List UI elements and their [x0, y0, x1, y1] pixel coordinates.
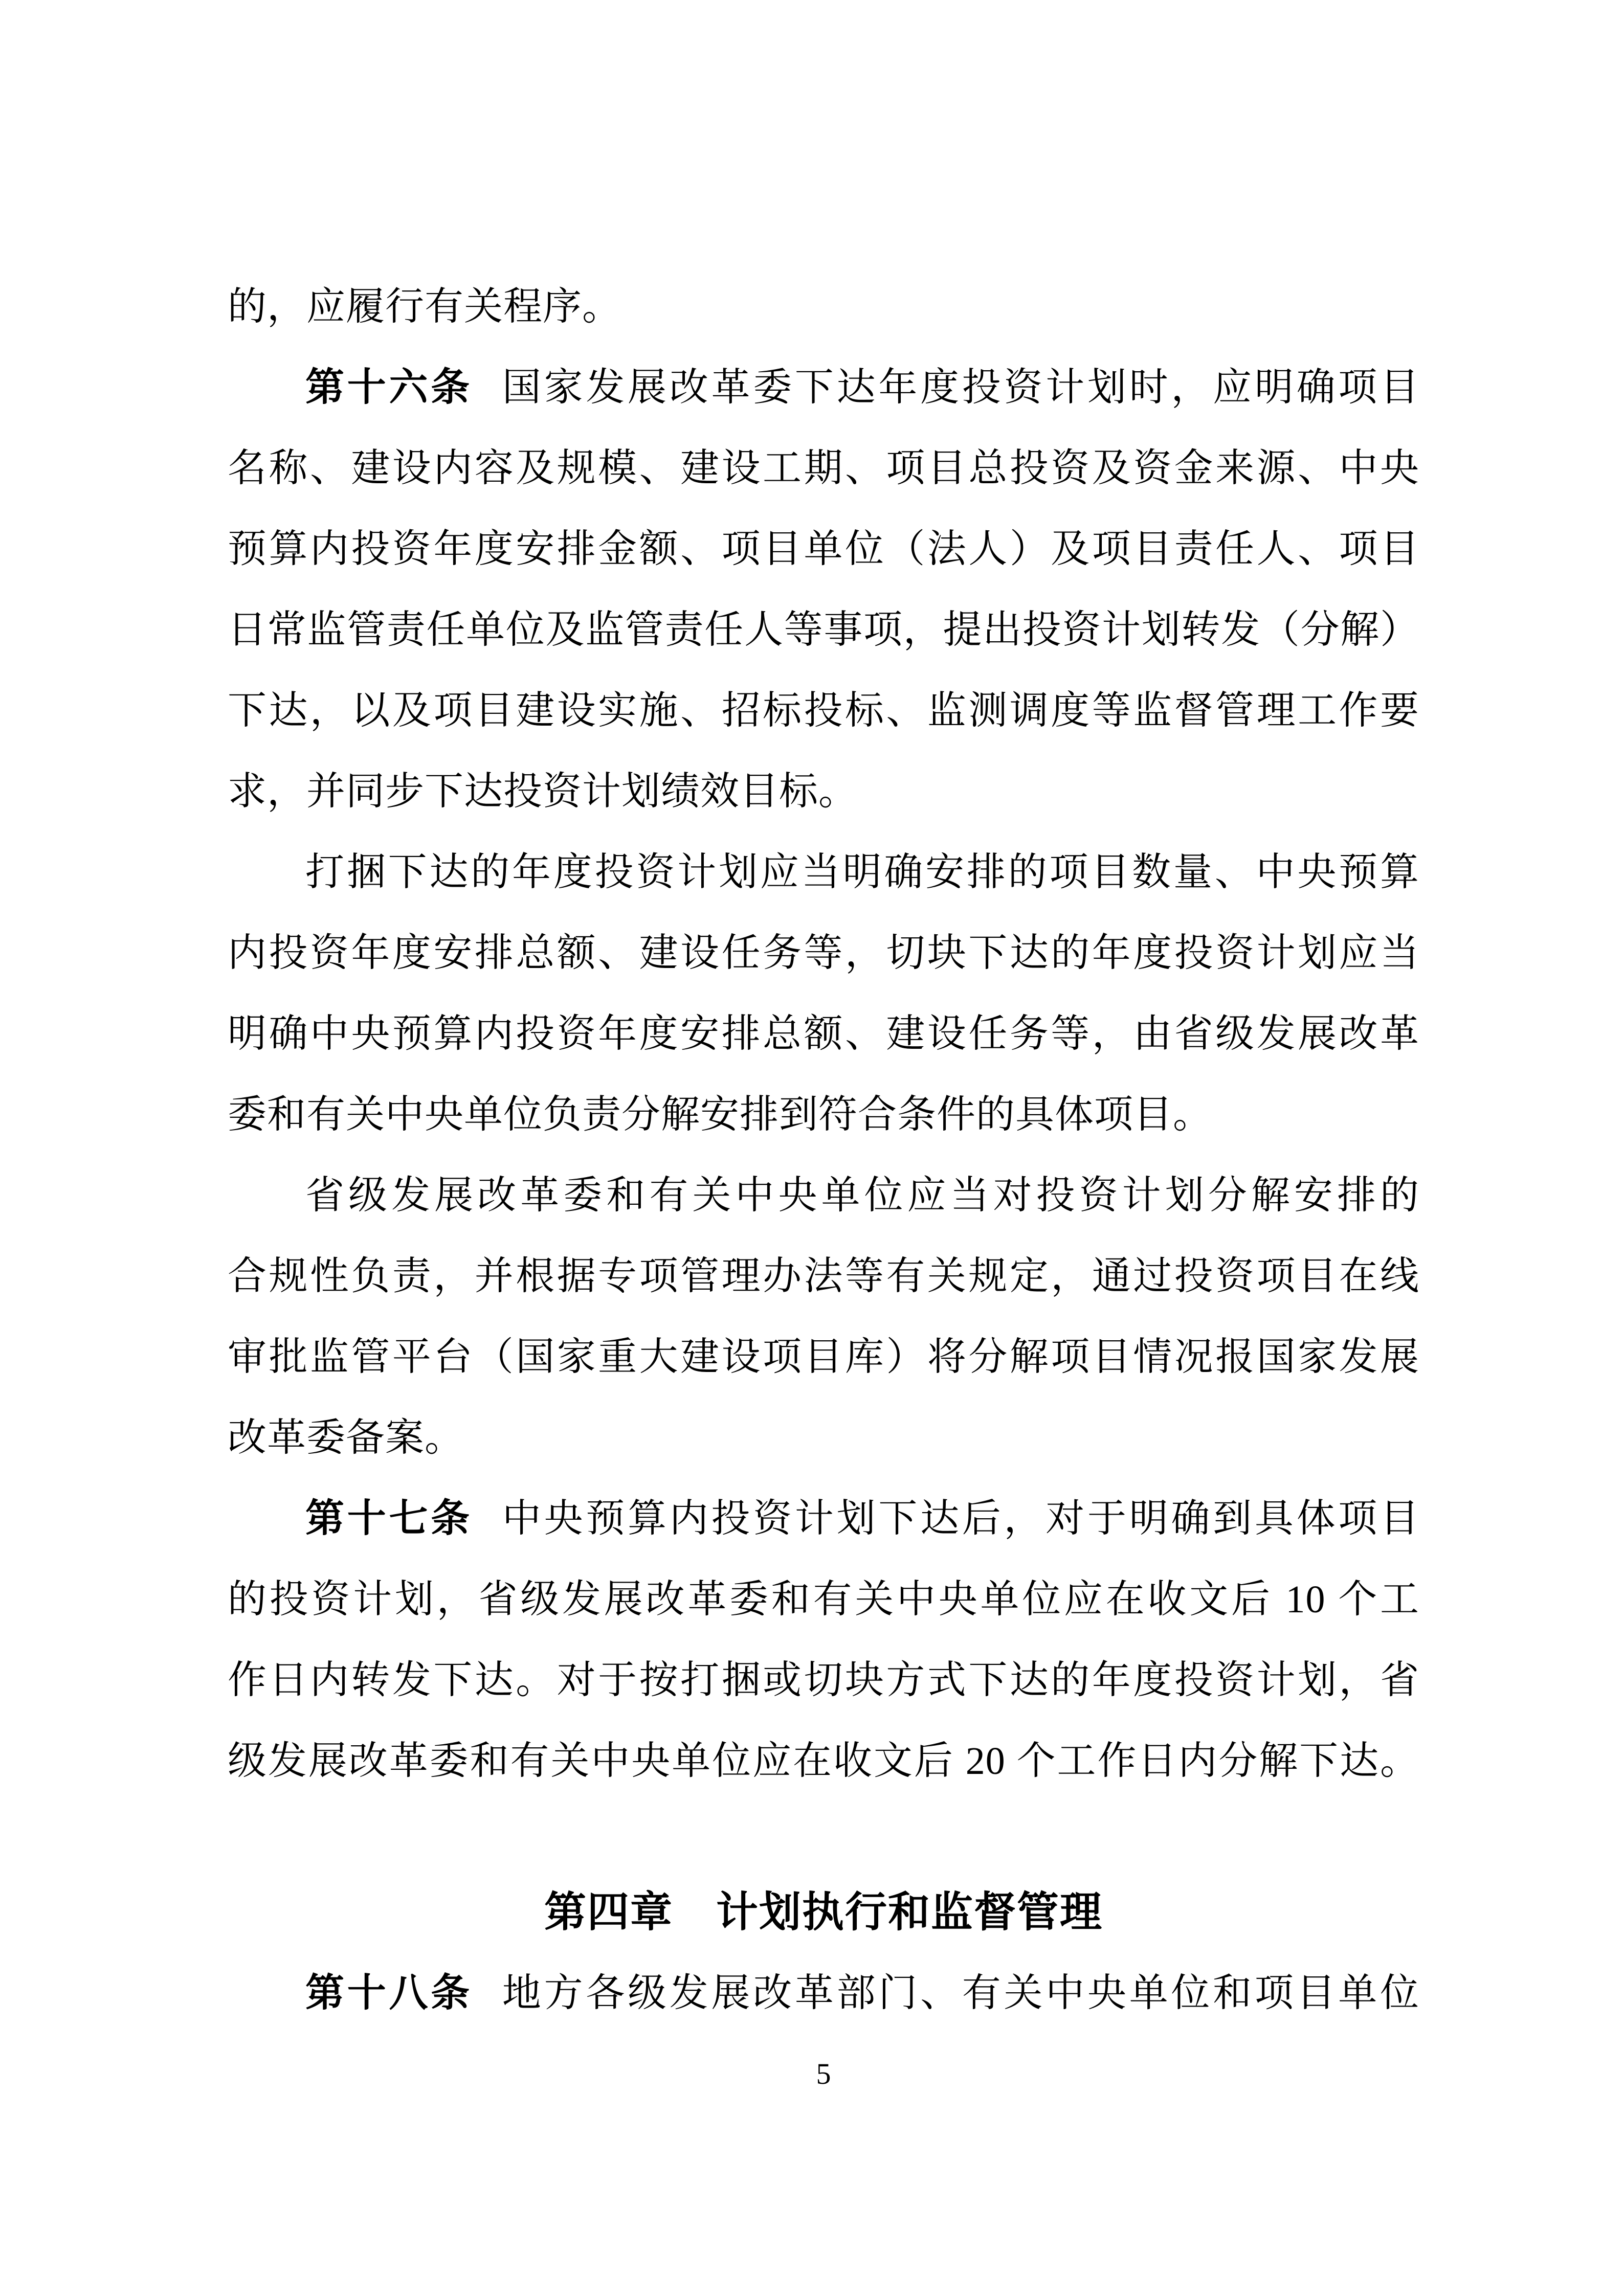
document-body — [228, 266, 1419, 2114]
line-text: 内投资年度安排总额、建设任务等，切块下达的年度投资计划应当 — [228, 932, 1419, 975]
line-text: 名称、建设内容及规模、建设工期、项目总投资及资金来源、中央 — [228, 447, 1419, 490]
chapter-heading: 第四章 计划执行和监督管理 — [544, 1889, 1103, 1935]
body-line — [228, 509, 1419, 590]
body-line — [228, 590, 1419, 670]
line-text: 求，并同步下达投资计划绩效目标。 — [228, 770, 858, 813]
line-text: 作日内转发下达。对于按打捆或切块方式下达的年度投资计划，省 — [228, 1659, 1419, 1702]
line-text: 合规性负责，并根据专项管理办法等有关规定，通过投资项目在线 — [228, 1255, 1419, 1298]
body-line — [228, 913, 1419, 994]
body-line — [228, 1721, 1419, 1802]
body-line — [228, 994, 1419, 1074]
article-number: 第十八条 — [305, 1971, 473, 2015]
body-line — [228, 1155, 1419, 1236]
body-line — [228, 1559, 1419, 1640]
line-text: 明确中央预算内投资年度安排总额、建设任务等，由省级发展改革 — [228, 1012, 1419, 1055]
body-line — [228, 1074, 1419, 1155]
line-text: 省级发展改革委和有关中央单位应当对投资计划分解安排的 — [305, 1174, 1419, 1217]
line-text: 下达，以及项目建设实施、招标投标、监测调度等监督管理工作要 — [228, 689, 1419, 732]
body-line — [228, 1317, 1419, 1398]
body-line — [228, 1640, 1419, 1721]
line-text: 委和有关中央单位负责分解安排到符合条件的具体项目。 — [228, 1093, 1212, 1136]
body-line — [228, 1236, 1419, 1317]
page-number: 5 — [816, 2057, 831, 2090]
line-text: 级发展改革委和有关中央单位应在收文后 20 个工作日内分解下达。 — [228, 1740, 1419, 1783]
body-line — [228, 347, 1419, 428]
body-line — [228, 1398, 1419, 1478]
body-line — [228, 428, 1419, 509]
line-text: 地方各级发展改革部门、有关中央单位和项目单位 — [502, 1972, 1420, 2015]
article-number: 第十七条 — [305, 1497, 473, 1540]
body-line — [228, 670, 1419, 751]
line-text: 打捆下达的年度投资计划应当明确安排的项目数量、中央预算 — [305, 851, 1419, 894]
line-text: 改革委备案。 — [228, 1416, 464, 1459]
line-text: 审批监管平台（国家重大建设项目库）将分解项目情况报国家发展 — [228, 1336, 1419, 1379]
line-text: 中央预算内投资计划下达后，对于明确到具体项目 — [502, 1497, 1420, 1540]
body-line — [228, 266, 1419, 347]
line-text: 的，应履行有关程序。 — [228, 285, 621, 328]
article-number: 第十六条 — [305, 366, 473, 409]
body-line — [228, 751, 1419, 832]
body-line — [228, 1953, 1419, 2034]
line-text: 预算内投资年度安排金额、项目单位（法人）及项目责任人、项目 — [228, 528, 1419, 571]
line-text: 国家发展改革委下达年度投资计划时，应明确项目 — [502, 366, 1420, 409]
line-text: 的投资计划，省级发展改革委和有关中央单位应在收文后 10 个工 — [228, 1578, 1419, 1621]
body-line — [228, 1478, 1419, 1559]
body-line — [228, 832, 1419, 913]
line-text: 日常监管责任单位及监管责任人等事项，提出投资计划转发（分解） — [228, 609, 1419, 651]
